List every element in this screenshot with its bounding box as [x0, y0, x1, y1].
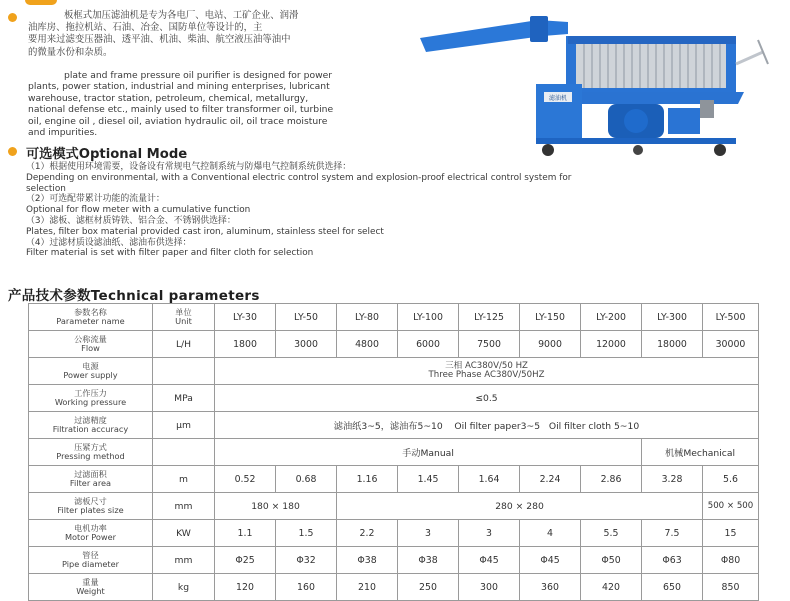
unit-cell: [153, 439, 215, 466]
value-cell: 300: [459, 574, 520, 601]
header-ribbon: [25, 0, 57, 5]
value-cell: 30000: [703, 331, 759, 358]
pipe-joint: [530, 16, 548, 42]
value-cell: 12000: [581, 331, 642, 358]
value-cell: 2.24: [520, 466, 581, 493]
value-cell: 4800: [337, 331, 398, 358]
optional-mode-list: [26, 162, 766, 259]
unit-cell: mm: [153, 493, 215, 520]
table-row-flow: [29, 331, 759, 358]
param-label: [29, 574, 153, 601]
param-en: Pressing method: [56, 451, 125, 461]
model-cell: LY-200: [581, 304, 642, 331]
table-row-filtration: [29, 412, 759, 439]
description-zh: [28, 10, 418, 59]
param-en: Working pressure: [54, 397, 127, 407]
wheel-left: [542, 144, 554, 156]
value-cell: Φ45: [459, 547, 520, 574]
param-en: Filter plates size: [57, 505, 124, 515]
value-cell: 650: [642, 574, 703, 601]
param-zh: 过滤精度: [74, 414, 107, 425]
span-value-cell: 180 × 180: [215, 493, 337, 520]
param-zh: 滤板尺寸: [74, 495, 107, 506]
value-cell: 1.16: [337, 466, 398, 493]
table-row-power: [29, 358, 759, 385]
unit-cell: KW: [153, 520, 215, 547]
value-cell: 15: [703, 520, 759, 547]
span-value-cell: 500 × 500: [703, 493, 759, 520]
description-zh-line: 板框式加压滤油机是专为各电厂、电站、工矿企业、润滑: [64, 10, 299, 21]
description-en-line: national defense etc., mainly used to filter transformer oil, turbine: [28, 104, 334, 116]
param-label: [29, 520, 153, 547]
value-cell: 0.52: [215, 466, 276, 493]
value-cell: Φ25: [215, 547, 276, 574]
param-zh: 电源: [82, 360, 99, 371]
description-zh-line: 要用来过滤变压器油、透平油、机油、柴油、航空液压油等油中: [28, 34, 291, 46]
optional-line: Filter material is set with filter paper and filter cloth for selection: [26, 248, 314, 259]
param-label: [29, 385, 153, 412]
unit-cell: kg: [153, 574, 215, 601]
model-cell: LY-50: [276, 304, 337, 331]
base-frame: [536, 138, 736, 144]
model-cell: LY-30: [215, 304, 276, 331]
unit-cell: mm: [153, 547, 215, 574]
value-cell: Φ38: [398, 547, 459, 574]
description-en: [28, 70, 418, 138]
description-zh-line: 的微量水份和杂质。: [28, 46, 113, 58]
bullet-icon: [8, 13, 17, 22]
optional-line: （2）可选配带累计功能的流量计：: [26, 194, 165, 205]
param-zh: 电机功率: [74, 522, 107, 533]
value-cell: 420: [581, 574, 642, 601]
unit-cell: MPa: [153, 385, 215, 412]
value-cell: 3.28: [642, 466, 703, 493]
model-cell: LY-100: [398, 304, 459, 331]
value-cell: 210: [337, 574, 398, 601]
value-cell: 4: [520, 520, 581, 547]
value-cell: 250: [398, 574, 459, 601]
param-zh: 公称流量: [74, 333, 107, 344]
frame-top-bar: [568, 36, 736, 44]
optional-line: Plates, filter box material provided cast iron, aluminum, stainless steel for select: [26, 226, 384, 237]
pump-body: [668, 108, 700, 134]
table-row-weight: [29, 574, 759, 601]
value-cell: 2.86: [581, 466, 642, 493]
table-row-motor: [29, 520, 759, 547]
value-cell: 850: [703, 574, 759, 601]
wheel-right: [714, 144, 726, 156]
value-cell: 3000: [276, 331, 337, 358]
value-cell: 3: [398, 520, 459, 547]
param-en: Filtration accuracy: [52, 424, 129, 434]
power-value-en: Three Phase AC380V/50HZ: [428, 370, 545, 380]
param-en: Motor Power: [64, 532, 116, 542]
span-value-cell: 280 × 280: [337, 493, 703, 520]
table-row-area: [29, 466, 759, 493]
param-en: Weight: [76, 586, 105, 596]
param-zh: 管径: [82, 549, 99, 560]
power-value-zh: 三相 AC380V/50 HZ: [445, 360, 528, 371]
param-zh: 压紧方式: [74, 441, 107, 452]
optional-line: Optional for flow meter with a cumulative function: [26, 205, 251, 216]
header-param: [29, 304, 153, 331]
value-cell: Φ63: [642, 547, 703, 574]
description-en-line: plate and frame pressure oil purifier is designed for power: [64, 70, 333, 81]
param-zh: 工作压力: [74, 387, 107, 398]
span-value-cell: 手动Manual: [215, 439, 642, 466]
value-cell: 2.2: [337, 520, 398, 547]
param-label: [29, 547, 153, 574]
param-en: Filter area: [69, 478, 112, 488]
value-cell: 1800: [215, 331, 276, 358]
value-cell: 1.1: [215, 520, 276, 547]
header-unit-zh: 单位: [175, 306, 192, 317]
description-en-line: oil, engine oil , diesel oil, aviation hydraulic oil, oil trace moisture: [28, 115, 328, 127]
model-cell: LY-80: [337, 304, 398, 331]
value-cell: 7.5: [642, 520, 703, 547]
screw-handle: [736, 52, 763, 64]
model-cell: LY-500: [703, 304, 759, 331]
header-param-zh: 参数名称: [74, 306, 107, 317]
optional-line: （3）滤板、滤框材质铸铁、铝合金、不锈钢供选择：: [26, 215, 236, 226]
span-value-cell: 滤油纸3~5，滤油布5~10 Oil filter paper3~5 Oil filter cloth 5~10: [215, 412, 759, 439]
value-cell: 1.64: [459, 466, 520, 493]
param-label: [29, 466, 153, 493]
value-cell: 3: [459, 520, 520, 547]
param-zh: 重量: [82, 576, 99, 587]
oil-purifier-machine-image: [418, 0, 788, 160]
unit-cell: μm: [153, 412, 215, 439]
value-cell: 120: [215, 574, 276, 601]
description-en-line: warehouse, tractor station, petroleum, chemical, metallurgy,: [28, 92, 309, 104]
span-value-cell: ≤0.5: [215, 385, 759, 412]
value-cell: Φ32: [276, 547, 337, 574]
header-param-en: Parameter name: [56, 316, 125, 326]
param-en: Flow: [81, 343, 100, 353]
param-label: [29, 412, 153, 439]
description-zh-line: 油库房、拖拉机站、石油、冶金、国防单位等设计的，主: [28, 22, 263, 34]
value-cell: 9000: [520, 331, 581, 358]
value-cell: 7500: [459, 331, 520, 358]
optional-line: （4）过滤材质设滤油纸、滤油布供选择：: [26, 237, 192, 248]
value-cell: 360: [520, 574, 581, 601]
table-row-pipe: [29, 547, 759, 574]
value-cell: Φ80: [703, 547, 759, 574]
value-cell: Φ50: [581, 547, 642, 574]
gauge: [700, 100, 714, 118]
value-cell: Φ45: [520, 547, 581, 574]
span-value-cell: [215, 358, 759, 385]
table-row-pressure: [29, 385, 759, 412]
unit-cell: [153, 358, 215, 385]
value-cell: 0.68: [276, 466, 337, 493]
param-zh: 过滤面积: [74, 468, 107, 479]
spec-section-title: 产品技术参数Technical parameters: [8, 288, 260, 304]
value-cell: 1.5: [276, 520, 337, 547]
param-en: Power supply: [63, 370, 118, 380]
model-cell: LY-125: [459, 304, 520, 331]
unit-cell: L/H: [153, 331, 215, 358]
description-en-line: plants, power station, industrial and mining enterprises, lubricant: [28, 81, 330, 93]
optional-mode-title: 可选模式Optional Mode: [26, 147, 188, 162]
param-label: [29, 439, 153, 466]
param-label: [29, 331, 153, 358]
param-en: Pipe diameter: [62, 559, 119, 569]
optional-line: （1）根据使用环境需要，设备设有常规电气控制系统与防爆电气控制系统供选择：: [26, 162, 352, 172]
table-row-plates: [29, 493, 759, 520]
description-en-line: and impurities.: [28, 127, 98, 139]
value-cell: 1.45: [398, 466, 459, 493]
param-label: [29, 358, 153, 385]
header-unit-en: Unit: [175, 316, 192, 326]
model-cell: LY-300: [642, 304, 703, 331]
value-cell: 6000: [398, 331, 459, 358]
param-label: [29, 493, 153, 520]
unit-cell: m: [153, 466, 215, 493]
table-header-row: [29, 304, 759, 331]
bullet-icon: [8, 147, 17, 156]
value-cell: 160: [276, 574, 337, 601]
wheel-mid: [633, 145, 643, 155]
value-cell: 5.6: [703, 466, 759, 493]
table-row-pressing: [29, 439, 759, 466]
header-unit: [153, 304, 215, 331]
cabinet-label: 滤油机: [548, 95, 568, 102]
oil-tray: [558, 92, 744, 104]
value-cell: Φ38: [337, 547, 398, 574]
value-cell: 18000: [642, 331, 703, 358]
value-cell: 5.5: [581, 520, 642, 547]
span-value-cell: 机械Mechanical: [642, 439, 759, 466]
model-cell: LY-150: [520, 304, 581, 331]
spec-table: [28, 303, 759, 601]
optional-line: selection: [26, 183, 66, 194]
optional-line: Depending on environmental, with a Conventional electric control system and explosion-proof electrical control system for: [26, 172, 572, 183]
